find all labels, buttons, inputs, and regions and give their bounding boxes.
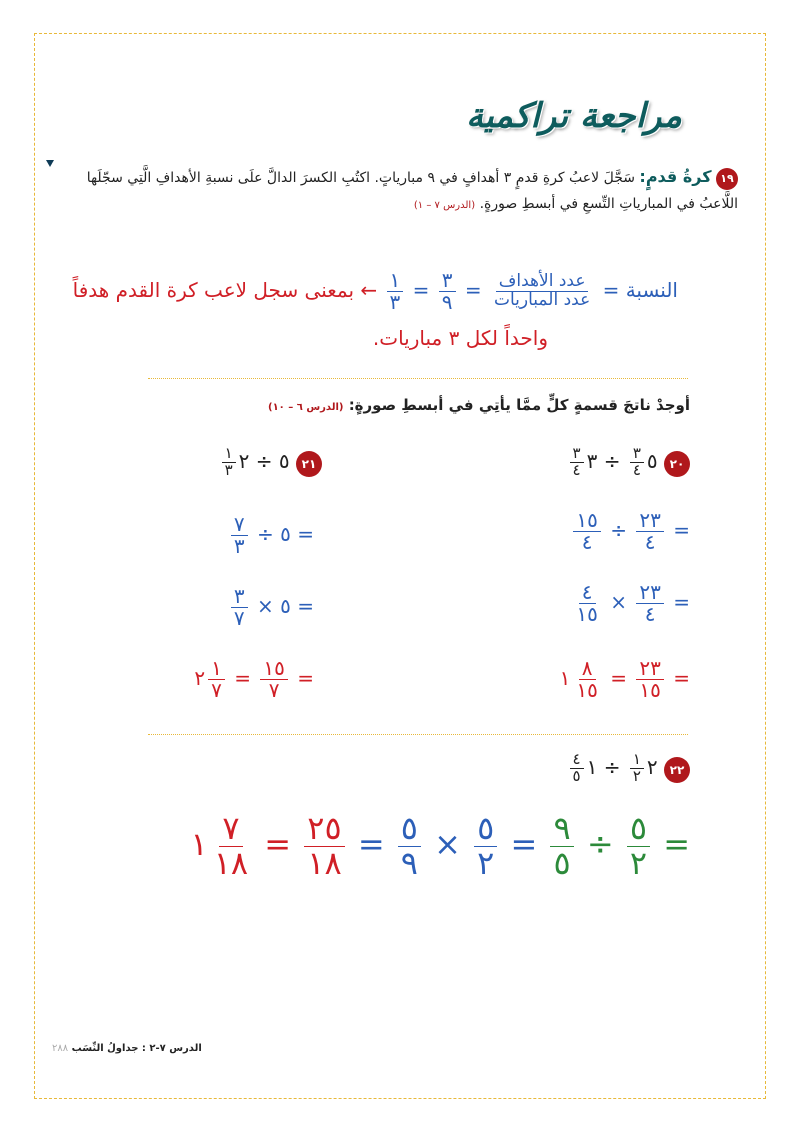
ratio-numerator-label: عدد الأهداف	[496, 273, 589, 292]
question-21: ٢١ ٥ ÷ ٢ $\frac{١}{٣}$	[219, 446, 322, 479]
q20-step-1: = $\frac{٢٣}{٤}$ ÷ $\frac{١٥}{٤}$	[570, 510, 690, 553]
arrow-icon: ←	[360, 278, 378, 302]
ratio-label: النسبة	[625, 278, 678, 302]
divider	[148, 378, 688, 379]
question-20: ٢٠ ٥ $\frac{٣}{٤}$ ÷ ٣ $\frac{٣}{٤}$	[567, 446, 690, 479]
ratio-word-fraction	[491, 273, 593, 310]
question-number-badge: ٢١	[296, 451, 322, 477]
question-number-badge: ٢٢	[664, 757, 690, 783]
question-number-badge: ٢٠	[664, 451, 690, 477]
fraction-1-3: $\frac{١}{٣}$	[387, 270, 404, 313]
instruction-text: أوجدْ ناتجَ قسمةٍ كلٍّ ممَّا يأتِي في أبسطِ صورةٍ:	[348, 396, 690, 414]
footer-lesson: الدرس ٧-٢ : جداولُ النِّسَب	[71, 1043, 202, 1054]
answer-text-1: بمعنى سجل لاعب كرة القدم هدفاً	[72, 278, 355, 302]
question-keyword: كرةُ قدمٍ:	[639, 167, 712, 186]
q21-step-1: = ٥ ÷ $\frac{٧}{٣}$	[228, 514, 314, 557]
question-text: سَجَّلَ لاعبُ كرةِ قدمٍ ٣ أهدافٍ في ٩ مبارياتٍ. اكتُبِ الكسرَ الدالَّ علَى نسبةِ الأهدافِ الَّتِي سجّلَها اللَّاعبُ في المبارياتِ التِّسعِ في أبسطِ صورةٍ.	[86, 170, 738, 212]
lesson-reference: (الدرس ٧ – ١)	[413, 200, 476, 211]
q19-answer-line2: واحداً لكل ٣ مباريات.	[372, 326, 548, 350]
question-22: ٢٢ ٢ $\frac{١}{٢}$ ÷ ١ $\frac{٤}{٥}$	[567, 752, 690, 785]
question-number-badge: ١٩	[716, 168, 738, 190]
q19-answer-line1: النسبة = $\frac{\text{عدد الأهداف}}{\text{عدد المباريات}}$ = $\frac{٣}{٩}$ = $\frac{١}{٣}$ ← بمعنى سجل لاعب كرة القدم هدفاً	[72, 268, 678, 314]
q21-step-3: = $\frac{١٥}{٧}$ = $\frac{١}{٧}$ ٢	[194, 656, 314, 702]
ratio-denominator-label: عدد المباريات	[494, 290, 591, 310]
q20-step-2: = $\frac{٢٣}{٤}$ × $\frac{٤}{١٥}$	[576, 580, 690, 626]
page-footer	[46, 1043, 202, 1054]
fraction-3-9: $\frac{٣}{٩}$	[439, 270, 456, 313]
page-number: ٢٨٨	[52, 1043, 69, 1054]
q20-step-3: = $\frac{٢٣}{١٥}$ = $\frac{٨}{١٥}$ ١	[559, 656, 690, 702]
q22-solution: = $\frac{٥}{٢}$ ÷ $\frac{٩}{٥}$ = $\frac{٥}{٢}$ × $\frac{٥}{٩}$ = $\frac{٢٥}{١٨}$ = $\frac{٧}{١٨}$ ١	[190, 809, 690, 882]
lesson-reference: (الدرس ٦ – ١٠)	[268, 402, 344, 413]
question-19	[48, 164, 738, 219]
instruction	[268, 396, 690, 414]
divider	[148, 734, 688, 735]
q21-step-2: = ٥ × $\frac{٣}{٧}$	[228, 586, 314, 629]
page-title: مراجعة تراكمية	[466, 96, 682, 136]
